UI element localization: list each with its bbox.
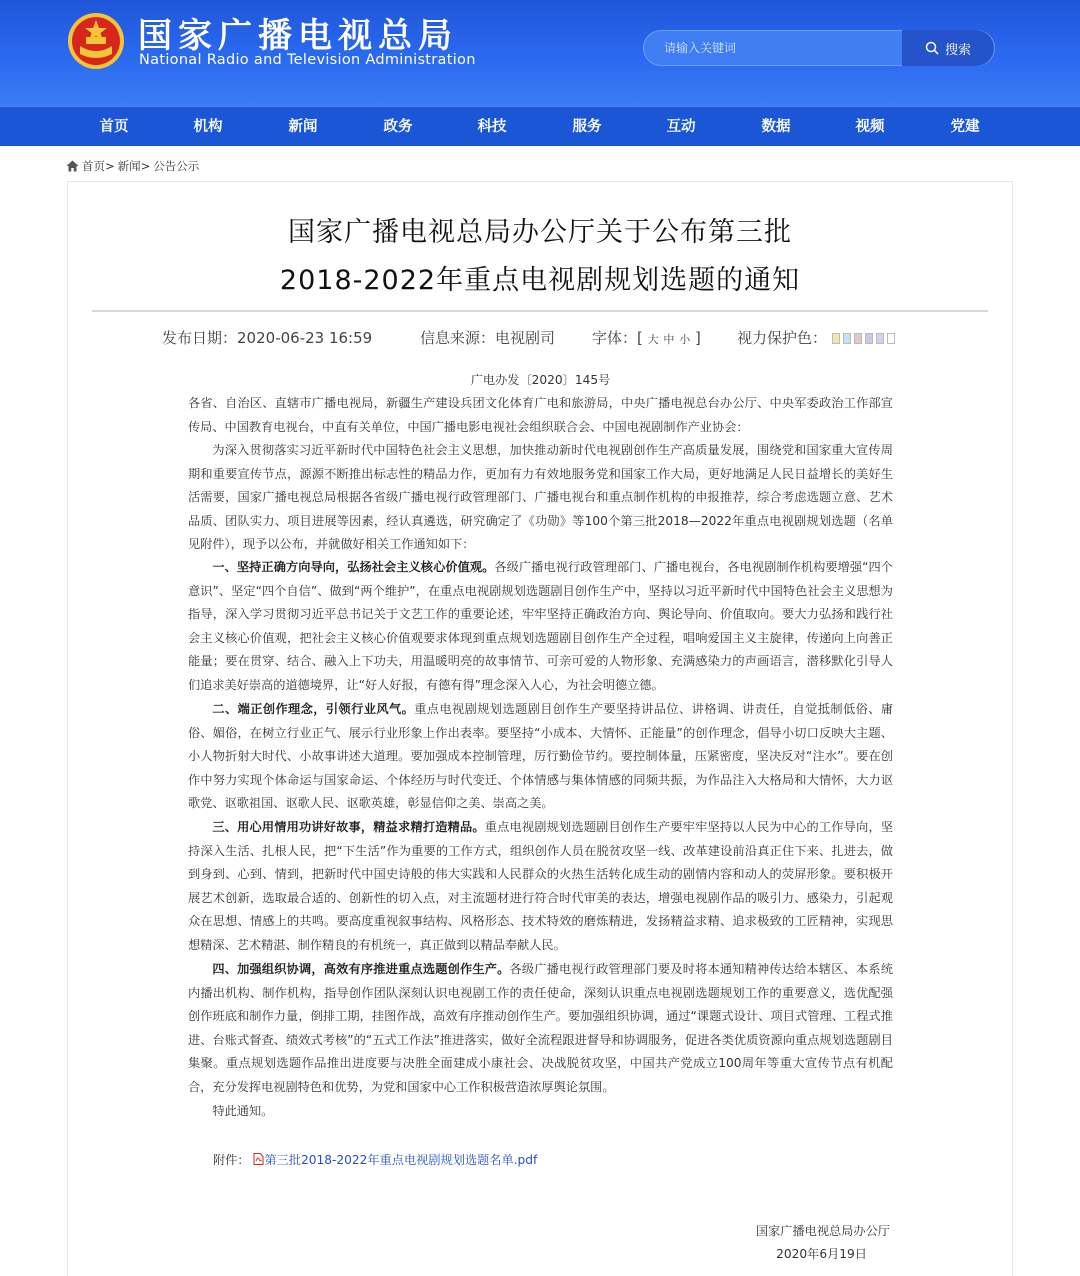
document-number: 广电办发〔2020〕145号 bbox=[470, 373, 611, 387]
nav-item-party[interactable]: 党建 bbox=[950, 119, 980, 135]
source-value: 电视剧司 bbox=[495, 329, 556, 347]
breadcrumb bbox=[66, 158, 199, 174]
attachment bbox=[213, 1151, 537, 1168]
section-3-paragraph bbox=[188, 816, 893, 957]
eye-protection-control bbox=[737, 327, 898, 348]
search-button-label: 搜索 bbox=[944, 42, 971, 58]
breadcrumb-news[interactable]: 新闻> bbox=[117, 159, 151, 173]
nav-item-technology[interactable]: 科技 bbox=[477, 119, 507, 135]
signature-office: 国家广播电视总局办公厅 bbox=[755, 1224, 890, 1238]
signature-date: 2020年6月19日 bbox=[776, 1247, 867, 1261]
search-box bbox=[643, 30, 995, 66]
addressees-paragraph: 各省、自治区、直辖市广播电视局，新疆生产建设兵团文化体育广电和旅游局，中央广播电视总台办公厅、中央军委政治工作部宣传局、中国教育电视台，中直有关单位，中国广播电影电视社会组织联合会、中国电视剧制作产业协会： bbox=[188, 396, 893, 434]
section-1-paragraph bbox=[188, 556, 893, 697]
closing-text: 特此通知。 bbox=[212, 1104, 274, 1118]
section-1-heading: 一、坚持正确方向导向，弘扬社会主义核心价值观。 bbox=[212, 560, 495, 574]
font-small-button[interactable]: 小 bbox=[679, 333, 691, 346]
article-title-line2: 2018-2022年重点电视剧规划选题的通知 bbox=[279, 265, 801, 296]
eye-label: 视力保护色： bbox=[737, 329, 828, 347]
section-4-body: 各级广播电视行政管理部门要及时将本通知精神传达给本辖区、本系统内播出机构、制作机构，指导创作团队深刻认识电视剧工作的责任使命，深刻认识重点电视剧选题规划工作的重要意义，选优配强创作班底和制作力量，倒排工期，挂图作战，高效有序推动创作生产。要加强组织协调，通过“课题式设计、项目式管理、工程式推进、台账式督查、绩效式考核”的“五式工作法”推进落实，做好全流程跟进督导和协调服务，促进各类优质资源向重点规划选题剧目集聚。重点规划选题作品推出进度要与决胜全面建成小康社会、决战脱贫攻坚，中国共产党成立100周年等重大宣传节点有机配合，充分发挥电视剧特色和优势，为党和国家中心工作积极营造浓厚舆论氛围。 bbox=[188, 962, 894, 1094]
section-2-paragraph bbox=[188, 698, 893, 816]
search-input[interactable] bbox=[664, 31, 894, 65]
eye-color-yellow[interactable] bbox=[832, 333, 840, 344]
pdf-icon bbox=[253, 1153, 264, 1165]
nav-item-data[interactable]: 数据 bbox=[761, 119, 791, 135]
home-icon bbox=[66, 160, 79, 172]
eye-color-white[interactable] bbox=[887, 333, 895, 344]
nav-item-services[interactable]: 服务 bbox=[572, 119, 602, 135]
nav-item-news[interactable]: 新闻 bbox=[288, 119, 318, 135]
eye-color-blue[interactable] bbox=[843, 333, 851, 344]
site-header bbox=[0, 0, 1080, 106]
publish-label: 发布日期： bbox=[162, 329, 238, 347]
font-label: 字体： bbox=[592, 329, 638, 347]
site-title-en: National Radio and Television Administration bbox=[139, 52, 476, 68]
nav-item-home[interactable]: 首页 bbox=[99, 119, 129, 135]
breadcrumb-current[interactable]: 公告公示 bbox=[153, 159, 200, 173]
attachment-link[interactable]: 第三批2018-2022年重点电视剧规划选题名单.pdf bbox=[264, 1153, 538, 1167]
national-emblem-icon bbox=[66, 10, 126, 70]
source bbox=[420, 327, 555, 348]
section-1-body: 各级广播电视行政管理部门、广播电视台，各电视剧制作机构要增强“四个意识”、坚定“四个自信”、做到“两个维护”，在重点电视剧规划选题剧目创作生产中，坚持以习近平新时代中国特色社会主义思想为指导，深入学习贯彻习近平总书记关于文艺工作的重要论述，牢牢坚持正确政治方向、舆论导向、价值取向。要大力弘扬和践行社会主义核心价值观，把社会主义核心价值观要求体现到重点规划选题剧目创作生产全过程，唱响爱国主义主旋律，传递向上向善正能量；要在贯穿、结合、融入上下功夫，用温暖明亮的故事情节、可亲可爱的人物形象、充满感染力的声画语言，潜移默化引导人们追求美好崇高的道德境界，让“好人好报，有德有得”理念深入人心，为社会明德立德。 bbox=[188, 560, 893, 692]
source-label: 信息来源： bbox=[420, 329, 496, 347]
section-3-body: 重点电视剧规划选题剧目创作生产要牢牢坚持以人民为中心的工作导向，坚持深入生活、扎根人民，把“下生活”作为重要的工作方式，组织创作人员在脱贫攻坚一线、改革建设前沿真正住下来、扎进去，做到身到、心到、情到，把新时代中国史诗般的伟大实践和人民群众的火热生活转化成生动的剧情内容和动人的荧屏形象。要积极开展艺术创新，选取最合适的、创新性的切入点，对主流题材进行符合时代审美的表达，增强电视剧作品的吸引力、感染力，引起观众在思想、情感上的共鸣。要高度重视叙事结构、风格形态、技术特效的磨炼精进，发扬精益求精、追求极致的工匠精神，实现思想精深、艺术精湛、制作精良的有机统一，真正做到以精品奉献人民。 bbox=[188, 820, 894, 952]
main-nav bbox=[0, 106, 1080, 146]
search-button[interactable] bbox=[902, 30, 994, 66]
attachment-label: 附件： bbox=[213, 1153, 250, 1167]
section-4-heading: 四、加强组织协调，高效有序推进重点选题创作生产。 bbox=[212, 962, 510, 976]
nav-item-interaction[interactable]: 互动 bbox=[666, 119, 696, 135]
article-title-line1: 国家广播电视总局办公厅关于公布第三批 bbox=[288, 217, 792, 248]
nav-item-organization[interactable]: 机构 bbox=[193, 119, 223, 135]
intro-paragraph: 为深入贯彻落实习近平新时代中国特色社会主义思想，加快推动新时代电视剧创作生产高质量发展，围绕党和国家重大宣传周期和重要宣传节点，源源不断推出标志性的精品力作，更加有力有效地服务党和国家工作大局，更好地满足人民日益增长的美好生活需要，国家广播电视总局根据各省级广播电视行政管理部门、广播电视台和重点制作机构的申报推荐，综合考虑选题立意、艺术品质、团队实力、项目进展等因素，经认真遴选，研究确定了《功勋》等100个第三批2018—2022年重点电视剧规划选题（名单见附件），现予以公布，并就做好相关工作通知如下： bbox=[188, 443, 893, 551]
publish-date bbox=[162, 327, 372, 348]
title-divider bbox=[92, 310, 988, 312]
section-2-body: 重点电视剧规划选题剧目创作生产要坚持讲品位、讲格调、讲责任，自觉抵制低俗、庸俗、媚俗，在树立行业正气、展示行业形象上作出表率。要坚持“小成本、大情怀、正能量”的创作理念，倡导小切口反映大主题、小人物折射大时代、小故事讲述大道理。要加强成本控制管理，厉行勤俭节约。要控制体量，压紧密度，坚决反对“注水”。要在创作中努力实现个体命运与国家命运、个体经历与时代变迁、个体情感与集体情感的同频共振，为作品注入大格局和大情怀，大力讴歌党、讴歌祖国、讴歌人民、讴歌英雄，彰显信仰之美、崇高之美。 bbox=[188, 702, 894, 810]
eye-color-lavender[interactable] bbox=[865, 333, 873, 344]
nav-item-government[interactable]: 政务 bbox=[383, 119, 413, 135]
section-3-heading: 三、用心用情用功讲好故事，精益求精打造精品。 bbox=[212, 820, 485, 834]
section-2-heading: 二、端正创作理念，引领行业风气。 bbox=[212, 702, 415, 716]
font-large-button[interactable]: 大 bbox=[647, 333, 659, 346]
eye-color-pink[interactable] bbox=[854, 333, 862, 344]
site-title-cn: 国家广播电视总局 bbox=[138, 16, 458, 56]
font-size-control: 字体：[ 大 中 小 ] bbox=[592, 329, 701, 347]
publish-value: 2020-06-23 16:59 bbox=[237, 329, 373, 347]
font-medium-button[interactable]: 中 bbox=[663, 333, 675, 346]
breadcrumb-home[interactable]: 首页> bbox=[82, 159, 115, 173]
search-icon bbox=[925, 41, 939, 55]
nav-item-video[interactable]: 视频 bbox=[855, 119, 885, 135]
eye-color-purple[interactable] bbox=[876, 333, 884, 344]
section-4-paragraph bbox=[188, 958, 893, 1099]
